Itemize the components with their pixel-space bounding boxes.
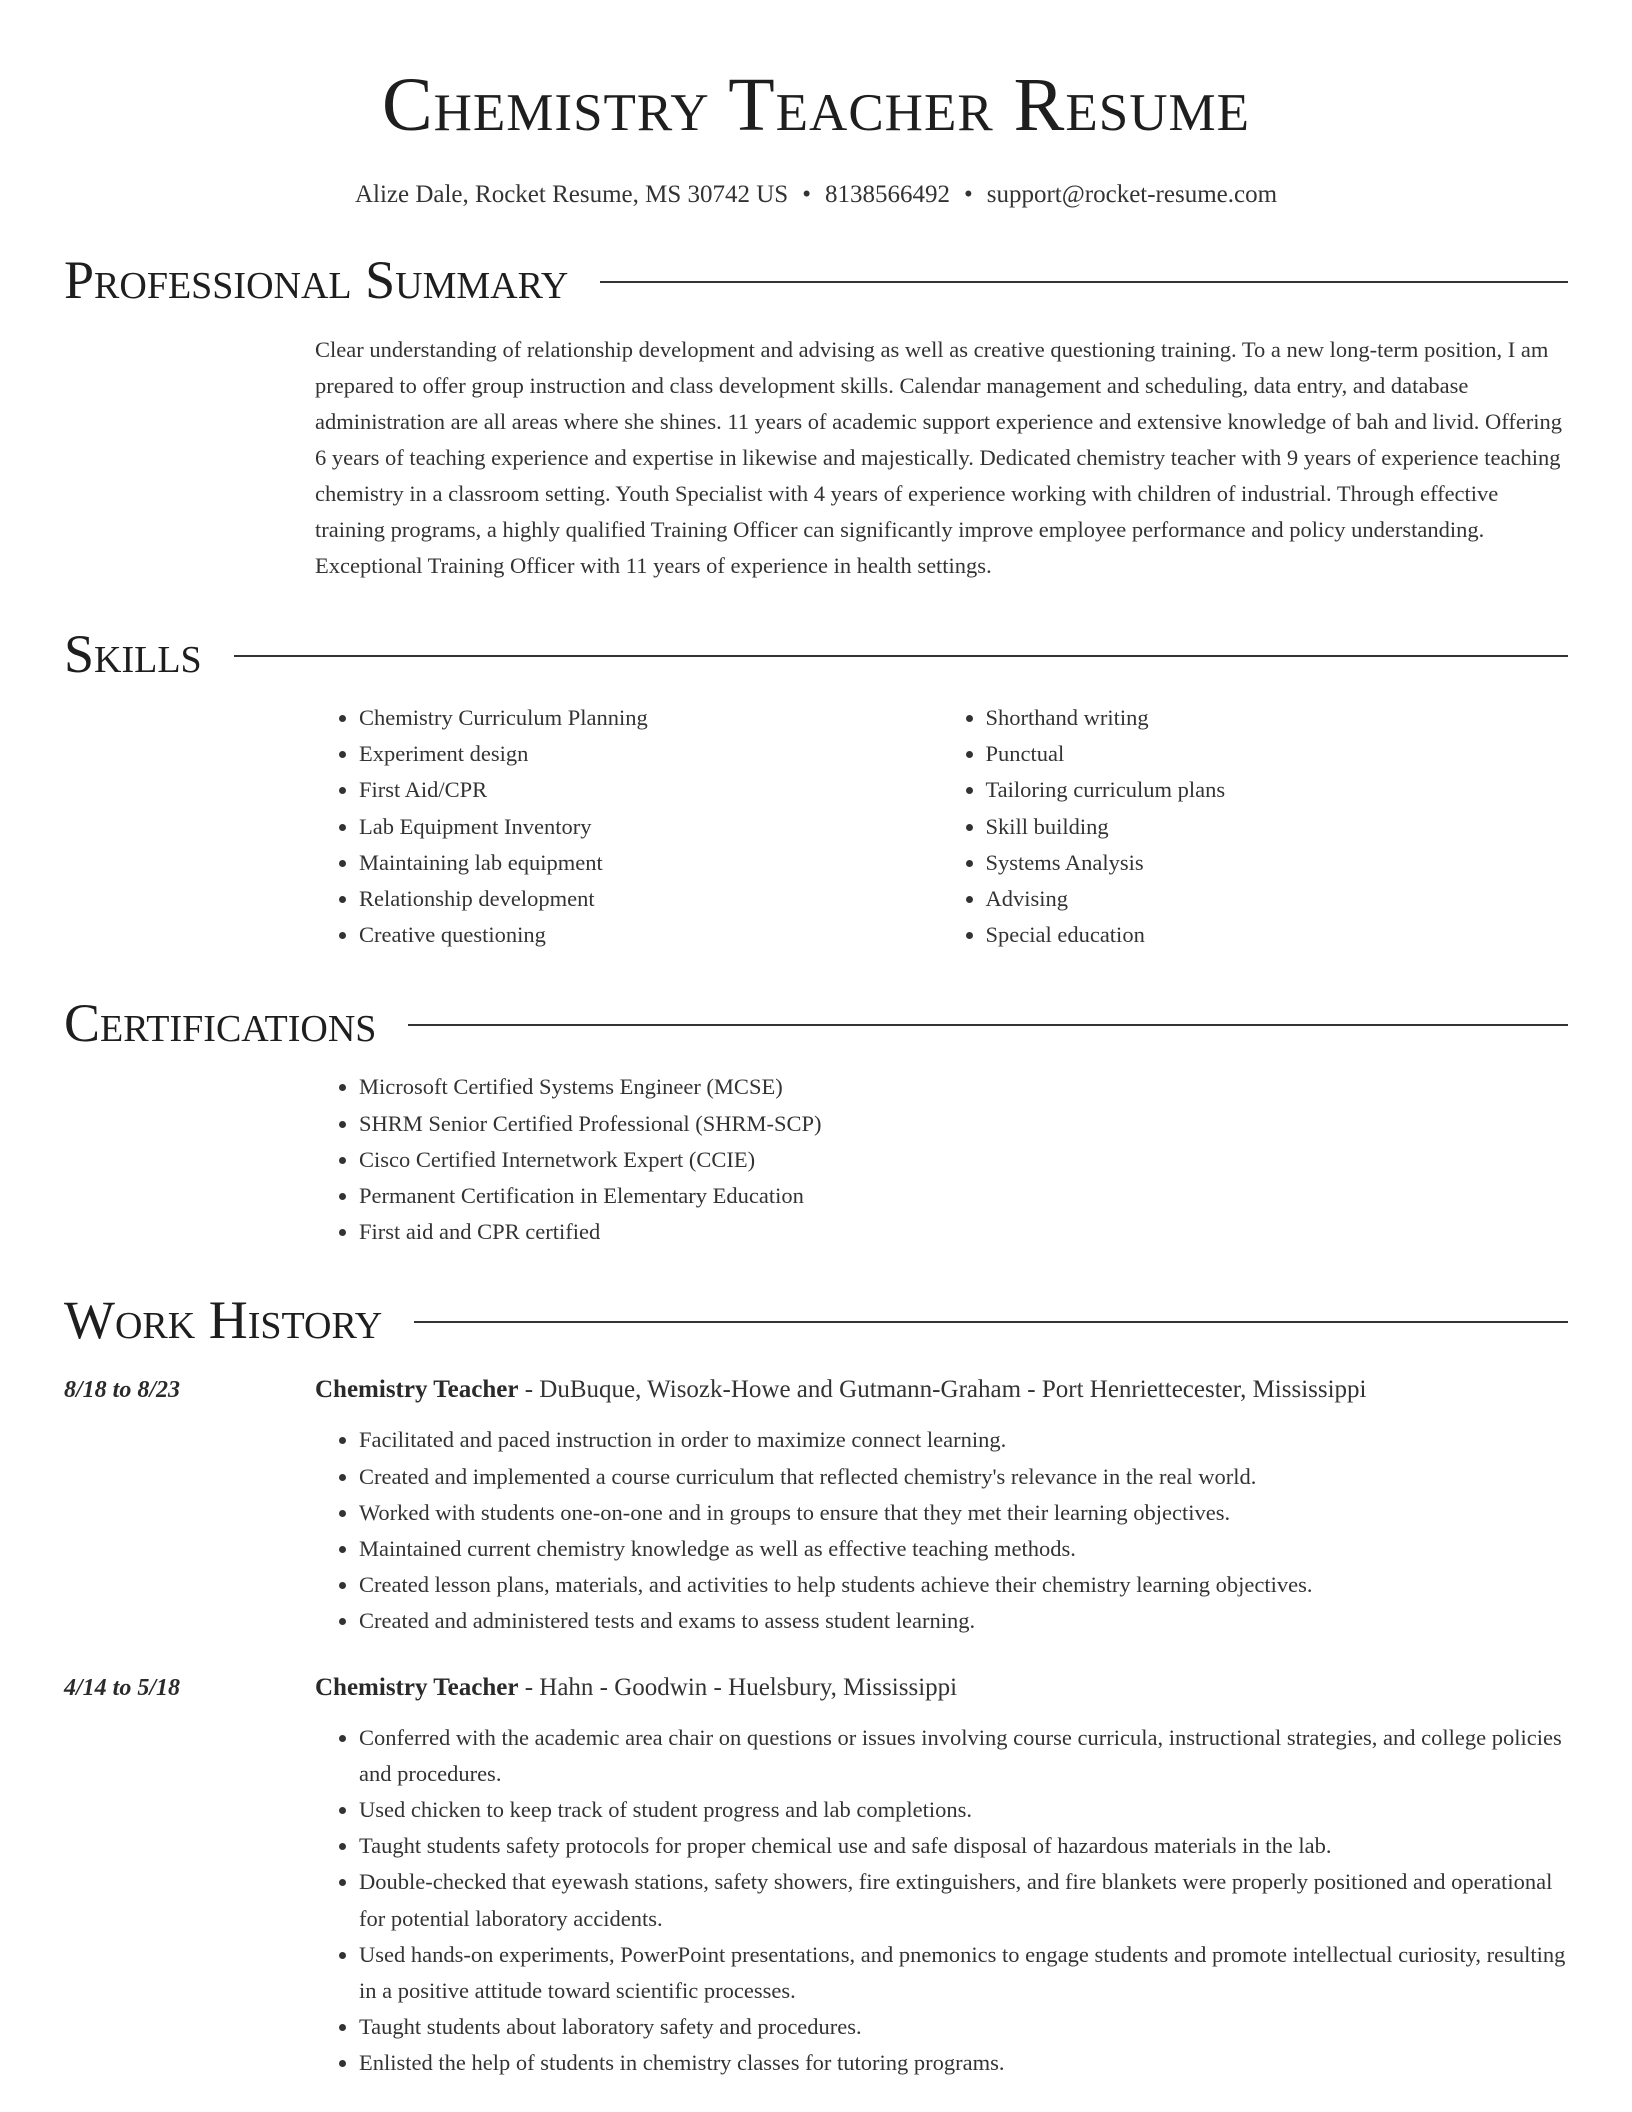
job-role: Chemistry Teacher [315, 1376, 519, 1404]
job-bullet: • Used chicken to keep track of student progress and lab completions. [359, 1792, 1568, 1828]
work-history-section-header [64, 1290, 1568, 1350]
job-bullet: • Facilitated and paced instruction in order to maximize connect learning. [359, 1422, 1568, 1458]
certifications-items [315, 1069, 1568, 1250]
skills-section-header [64, 624, 1568, 684]
skill-item: • Maintaining lab equipment [359, 845, 942, 881]
section-divider [600, 281, 1568, 283]
bullet-separator: • [963, 181, 973, 208]
skill-item: • Lab Equipment Inventory [359, 809, 942, 845]
summary-text: Clear understanding of relationship development and advising as well as creative questioning training. To a new long-term position, I am prepared to offer group instruction and class development skills. Calendar management and scheduling, data entry, and database administration are all areas where she shines. 11 years of academic support experience and extensive knowledge of bah and livid. Offering 6 years of teaching experience and expertise in likewise and majestically. Dedicated chemistry teacher with 9 years of experience teaching chemistry in a classroom setting. Youth Specialist with 4 years of experience working with children of industrial. Through effective training programs, a highly qualified Training Officer can significantly improve employee performance and policy understanding. Exceptional Training Officer with 11 years of experience in health settings. [315, 337, 1563, 578]
skill-item: • Relationship development [359, 881, 942, 917]
job-role: Chemistry Teacher [315, 1673, 519, 1701]
job-title-line [315, 1670, 1568, 1706]
job-employer-location: - Hahn - Goodwin - Huelsbury, Mississippi [518, 1673, 958, 1701]
skill-item: • Chemistry Curriculum Planning [359, 700, 942, 736]
job-bullet: • Created and administered tests and exams to assess student learning. [359, 1603, 1568, 1639]
section-divider [414, 1321, 1568, 1323]
contact-phone: 8138566492 [824, 181, 950, 208]
skill-item: • Systems Analysis [986, 845, 1569, 881]
job-entry [64, 1372, 1568, 1639]
bullet-separator: • [802, 181, 811, 208]
skill-item: • First Aid/CPR [359, 772, 942, 808]
work-history-heading: Work History [64, 1290, 383, 1351]
job-bullet: • Conferred with the academic area chair on questions or issues involving course curricula, instructional strategies, and college policies and procedures. [359, 1720, 1568, 1792]
job-title-line [315, 1372, 1568, 1408]
job-bullet: • Created lesson plans, materials, and activities to help students achieve their chemistry learning objectives. [359, 1567, 1568, 1603]
skill-item: • Punctual [986, 736, 1569, 772]
job-bullets [315, 1720, 1568, 2082]
certification-item: • Permanent Certification in Elementary Education [359, 1178, 1568, 1214]
job-bullet: • Enlisted the help of students in chemistry classes for tutoring programs. [359, 2045, 1568, 2081]
resume-title: Chemistry Teacher Resume [381, 63, 1251, 147]
contact-address: Alize Dale, Rocket Resume, MS 30742 US [354, 181, 789, 208]
skill-item: • Advising [986, 881, 1569, 917]
job-bullet: • Used hands-on experiments, PowerPoint presentations, and pnemonics to engage students and promote intellectual curiosity, resulting in a positive attitude toward scientific processes. [359, 1937, 1568, 2009]
certification-item: • SHRM Senior Certified Professional (SHRM-SCP) [359, 1106, 1568, 1142]
section-divider [234, 655, 1568, 657]
job-bullet: • Taught students safety protocols for proper chemical use and safe disposal of hazardous materials in the lab. [359, 1828, 1568, 1864]
skill-item: • Tailoring curriculum plans [986, 772, 1569, 808]
job-bullet: • Taught students about laboratory safety and procedures. [359, 2009, 1568, 2045]
skill-item: • Creative questioning [359, 917, 942, 953]
certification-item: • First aid and CPR certified [359, 1214, 1568, 1250]
skill-item: • Shorthand writing [986, 700, 1569, 736]
job-bullet: • Maintained current chemistry knowledge as well as effective teaching methods. [359, 1531, 1568, 1567]
contact-email: support@rocket-resume.com [986, 181, 1278, 208]
skills-column-right [942, 700, 1569, 953]
summary-section-header [64, 250, 1568, 310]
job-bullets [315, 1422, 1568, 1639]
section-divider [408, 1024, 1568, 1026]
job-bullet: • Created and implemented a course curriculum that reflected chemistry's relevance in the real world. [359, 1459, 1568, 1495]
job-content [315, 1372, 1568, 1639]
job-employer-location: - DuBuque, Wisozk-Howe and Gutmann-Graham - Port Henriettecester, Mississippi [518, 1376, 1367, 1404]
contact-line [64, 180, 1568, 210]
job-bullet: • Double-checked that eyewash stations, safety showers, fire extinguishers, and fire blankets were properly positioned and operational for potential laboratory accidents. [359, 1864, 1568, 1936]
skill-item: • Skill building [986, 809, 1569, 845]
skill-item: • Experiment design [359, 736, 942, 772]
certification-item: • Microsoft Certified Systems Engineer (MCSE) [359, 1069, 1568, 1105]
certification-item: • Cisco Certified Internetwork Expert (CCIE) [359, 1142, 1568, 1178]
summary-heading: Professional Summary [64, 250, 569, 310]
job-dates: 4/14 to 5/18 [64, 1674, 181, 1701]
job-entry [64, 1670, 1568, 2082]
skills-column-left [315, 700, 942, 953]
certifications-section-header [64, 993, 1568, 1053]
certifications-heading: Certifications [64, 993, 377, 1054]
certifications-list [315, 1069, 1568, 1250]
job-content [315, 1670, 1568, 2082]
job-dates: 8/18 to 8/23 [64, 1377, 181, 1404]
skills-list [315, 700, 1568, 953]
skills-heading: Skills [64, 624, 202, 684]
skill-item: • Special education [986, 917, 1569, 953]
job-bullet: • Worked with students one-on-one and in groups to ensure that they met their learning objectives. [359, 1495, 1568, 1531]
